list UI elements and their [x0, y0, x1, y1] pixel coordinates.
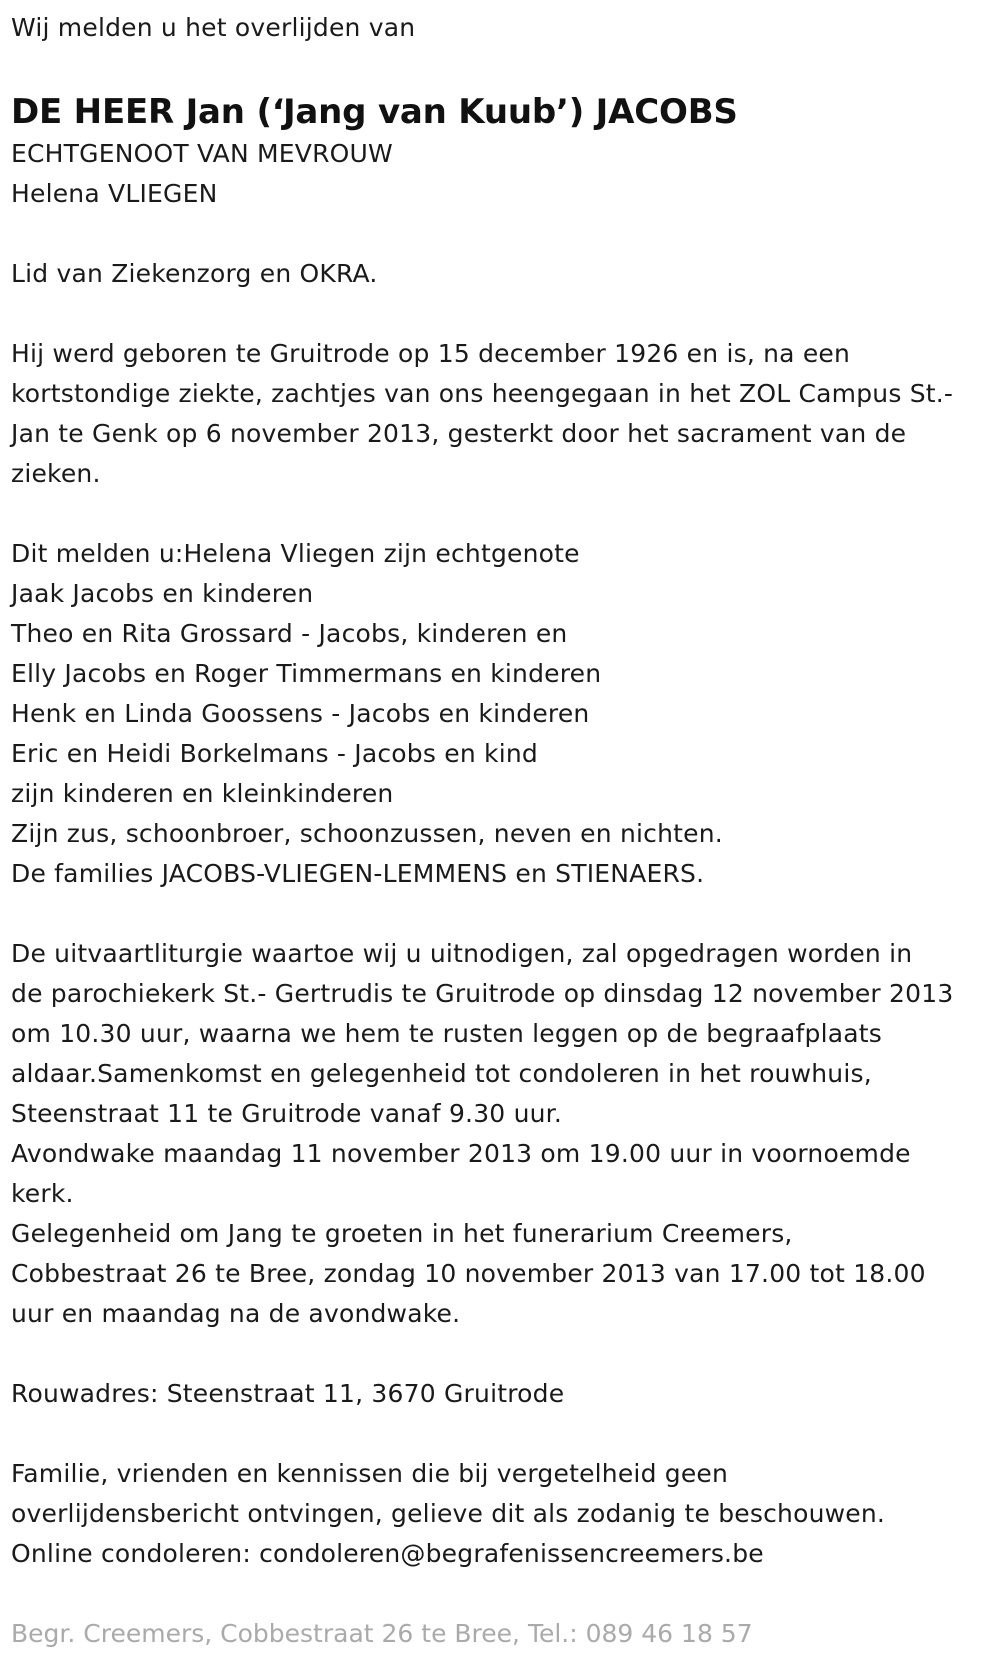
- family-line: Eric en Heidi Borkelmans - Jacobs en kind: [11, 739, 538, 768]
- paragraph-line: de parochiekerk St.- Gertrudis te Gruitrode op dinsdag 12 november 2013: [11, 979, 954, 1008]
- paragraph-line: Cobbestraat 26 te Bree, zondag 10 november 2013 van 17.00 tot 18.00: [11, 1259, 926, 1288]
- spacer: [11, 1414, 990, 1454]
- deceased-name-title: DE HEER Jan (‘Jang van Kuub’) JACOBS: [11, 92, 738, 132]
- membership-text: Lid van Ziekenzorg en OKRA.: [11, 259, 378, 288]
- birth-death-paragraph: [11, 334, 990, 494]
- family-line: Theo en Rita Grossard - Jacobs, kinderen en: [11, 619, 568, 648]
- family-line: Henk en Linda Goossens - Jacobs en kinderen: [11, 699, 590, 728]
- paragraph-line: Avondwake maandag 11 november 2013 om 19.00 uur in voornoemde: [11, 1139, 911, 1168]
- paragraph-line: overlijdensbericht ontvingen, gelieve dit als zodanig te beschouwen.: [11, 1499, 886, 1528]
- spacer: [11, 494, 990, 534]
- family-line: Jaak Jacobs en kinderen: [11, 579, 314, 608]
- paragraph-line: Steenstraat 11 te Gruitrode vanaf 9.30 uur.: [11, 1099, 562, 1128]
- spacer: [11, 1334, 990, 1374]
- spacer: [11, 294, 990, 334]
- family-line: Elly Jacobs en Roger Timmermans en kinderen: [11, 659, 602, 688]
- spacer: [11, 214, 990, 254]
- intro-text: Wij melden u het overlijden van: [11, 13, 416, 42]
- closing-paragraph: [11, 1454, 990, 1574]
- condolence-email-line: Online condoleren: condoleren@begrafenissencreemers.be: [11, 1539, 764, 1568]
- family-line: Zijn zus, schoonbroer, schoonzussen, neven en nichten.: [11, 819, 723, 848]
- paragraph-line: kerk.: [11, 1179, 74, 1208]
- funeral-home-footer: Begr. Creemers, Cobbestraat 26 te Bree, Tel.: 089 46 18 57: [11, 1619, 753, 1648]
- spouse-label: ECHTGENOOT VAN MEVROUW: [11, 139, 393, 168]
- family-line: zijn kinderen en kleinkinderen: [11, 779, 394, 808]
- paragraph-line: De uitvaartliturgie waartoe wij u uitnodigen, zal opgedragen worden in: [11, 939, 913, 968]
- paragraph-line: Hij werd geboren te Gruitrode op 15 december 1926 en is, na een: [11, 339, 851, 368]
- mourning-address: Rouwadres: Steenstraat 11, 3670 Gruitrode: [11, 1379, 565, 1408]
- family-line: De families JACOBS-VLIEGEN-LEMMENS en STIENAERS.: [11, 859, 705, 888]
- family-list: [11, 534, 990, 894]
- paragraph-line: kortstondige ziekte, zachtjes van ons heengegaan in het ZOL Campus St.-: [11, 379, 954, 408]
- paragraph-line: Jan te Genk op 6 november 2013, gesterkt door het sacrament van de: [11, 419, 907, 448]
- funeral-paragraph: [11, 934, 990, 1334]
- paragraph-line: zieken.: [11, 459, 101, 488]
- paragraph-line: om 10.30 uur, waarna we hem te rusten leggen op de begraafplaats: [11, 1019, 883, 1048]
- spacer: [11, 1574, 990, 1614]
- spouse-name: Helena VLIEGEN: [11, 179, 218, 208]
- paragraph-line: aldaar.Samenkomst en gelegenheid tot condoleren in het rouwhuis,: [11, 1059, 872, 1088]
- paragraph-line: Gelegenheid om Jang te groeten in het funerarium Creemers,: [11, 1219, 793, 1248]
- paragraph-line: Familie, vrienden en kennissen die bij vergetelheid geen: [11, 1459, 729, 1488]
- spacer: [11, 894, 990, 934]
- family-line: Dit melden u:Helena Vliegen zijn echtgenote: [11, 539, 580, 568]
- paragraph-line: uur en maandag na de avondwake.: [11, 1299, 461, 1328]
